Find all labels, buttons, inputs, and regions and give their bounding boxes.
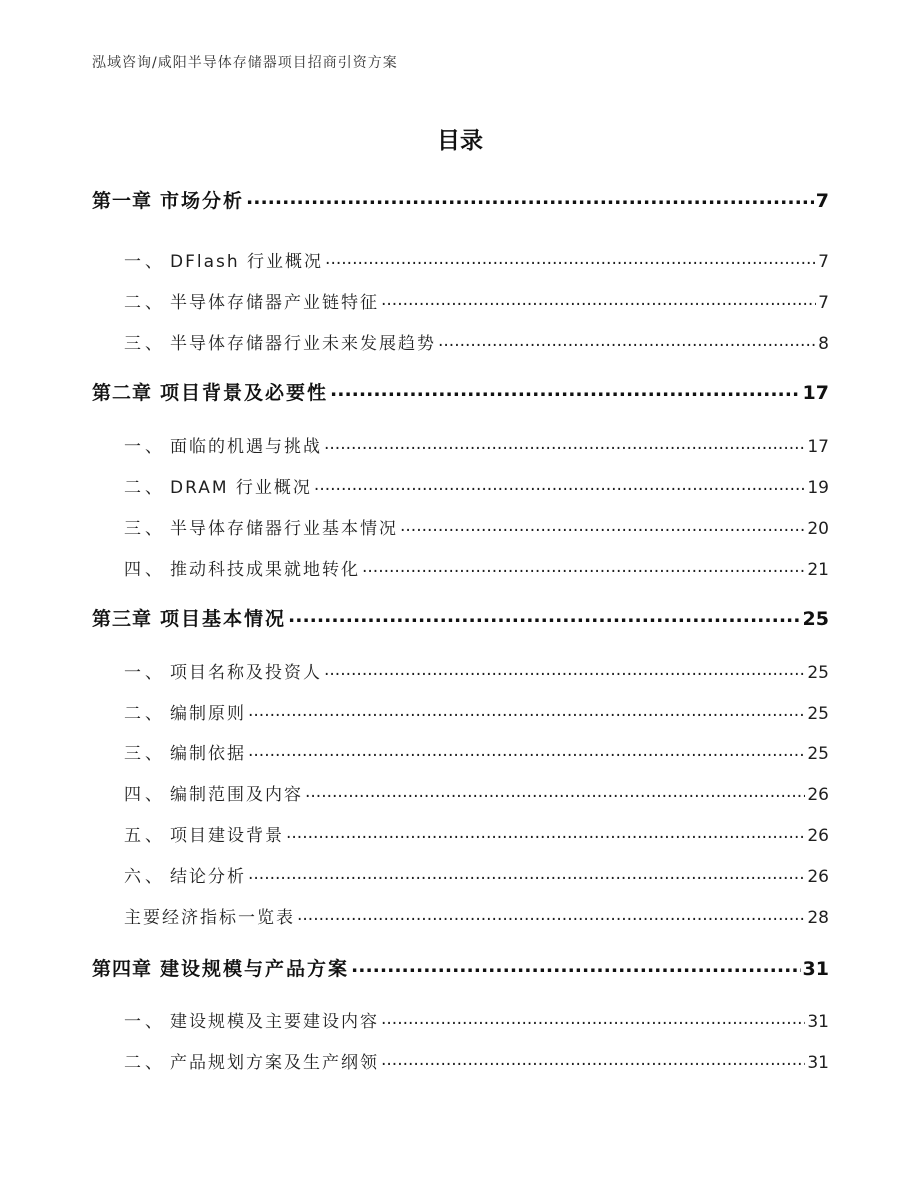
chapter-number: 第二章 — [92, 382, 153, 404]
chapter-number: 第一章 — [92, 190, 153, 212]
dot-leader — [381, 1010, 805, 1027]
section-number: 二、 — [124, 293, 166, 313]
page-number: 26 — [807, 785, 829, 805]
toc-section[interactable] — [92, 514, 829, 539]
toc-section[interactable] — [92, 1007, 829, 1032]
document-header: 泓域咨询/咸阳半导体存储器项目招商引资方案 — [92, 55, 398, 71]
page-number: 17 — [802, 382, 829, 404]
page-number: 20 — [807, 519, 829, 539]
chapter-title: 建设规模与产品方案 — [160, 958, 350, 980]
toc-section[interactable] — [92, 555, 829, 580]
chapter-number: 第四章 — [92, 958, 153, 980]
section-title: 项目建设背景 — [170, 826, 284, 846]
section-number: 四、 — [124, 560, 166, 580]
dot-leader — [362, 558, 805, 575]
section-title: 半导体存储器行业基本情况 — [170, 519, 398, 539]
section-title: 产品规划方案及生产纲领 — [170, 1053, 379, 1073]
dot-leader — [248, 742, 805, 759]
dot-leader — [288, 606, 801, 625]
page-number: 31 — [802, 958, 829, 980]
chapter-title: 项目背景及必要性 — [160, 382, 329, 404]
dot-leader — [248, 865, 805, 882]
section-number: 六、 — [124, 867, 166, 887]
page-number: 26 — [807, 867, 829, 887]
dot-leader — [330, 380, 801, 399]
dot-leader — [438, 332, 816, 349]
page-number: 25 — [807, 744, 829, 764]
section-number: 二、 — [124, 1053, 166, 1073]
page-number: 26 — [807, 826, 829, 846]
chapter-title: 市场分析 — [160, 190, 245, 212]
page-number: 17 — [807, 437, 829, 457]
section-number: 三、 — [124, 744, 166, 764]
dot-leader — [381, 291, 816, 308]
dot-leader — [400, 517, 805, 534]
dot-leader — [286, 824, 805, 841]
section-number: 二、 — [124, 704, 166, 724]
toc-section[interactable] — [92, 247, 829, 272]
section-title: 半导体存储器行业未来发展趋势 — [170, 334, 436, 354]
section-number: 一、 — [124, 1012, 166, 1032]
section-title: 结论分析 — [170, 867, 246, 887]
section-title: 项目名称及投资人 — [170, 663, 322, 683]
chapter-title: 项目基本情况 — [160, 608, 287, 630]
dot-leader — [297, 906, 805, 923]
toc-chapter-3[interactable] — [92, 604, 829, 631]
page-number: 7 — [815, 190, 829, 212]
toc-section[interactable] — [92, 699, 829, 724]
page-number: 8 — [818, 334, 829, 354]
section-title: 建设规模及主要建设内容 — [170, 1012, 379, 1032]
toc-section[interactable] — [92, 288, 829, 313]
page-number: 25 — [807, 663, 829, 683]
section-title: 编制范围及内容 — [170, 785, 303, 805]
section-number: 二、 — [124, 478, 166, 498]
toc-section[interactable] — [92, 739, 829, 764]
dot-leader — [324, 435, 805, 452]
page-number: 21 — [807, 560, 829, 580]
toc-section[interactable] — [92, 1048, 829, 1073]
page-number: 31 — [807, 1053, 829, 1073]
page-number: 31 — [807, 1012, 829, 1032]
toc-title: 目录 — [437, 128, 483, 154]
dot-leader — [305, 783, 805, 800]
page-number: 25 — [802, 608, 829, 630]
section-number: 一、 — [124, 663, 166, 683]
dot-leader — [351, 956, 801, 975]
toc-section[interactable] — [92, 903, 829, 928]
dot-leader — [246, 188, 814, 207]
section-title: DFlash 行业概况 — [170, 252, 324, 272]
chapter-number: 第三章 — [92, 608, 153, 630]
section-number: 五、 — [124, 826, 166, 846]
page-number: 7 — [818, 293, 829, 313]
toc-chapter-2[interactable] — [92, 378, 829, 405]
toc-section[interactable] — [92, 329, 829, 354]
dot-leader — [325, 250, 816, 267]
section-title: 主要经济指标一览表 — [124, 908, 295, 928]
section-number: 一、 — [124, 437, 166, 457]
dot-leader — [248, 702, 805, 719]
section-title: DRAM 行业概况 — [170, 478, 312, 498]
toc-section[interactable] — [92, 432, 829, 457]
dot-leader — [324, 661, 805, 678]
section-number: 三、 — [124, 334, 166, 354]
toc-section[interactable] — [92, 862, 829, 887]
section-title: 半导体存储器产业链特征 — [170, 293, 379, 313]
dot-leader — [314, 476, 805, 493]
section-number: 三、 — [124, 519, 166, 539]
section-title: 编制原则 — [170, 704, 246, 724]
page-number: 25 — [807, 704, 829, 724]
toc-section[interactable] — [92, 658, 829, 683]
toc-chapter-1[interactable] — [92, 186, 829, 213]
page-number: 7 — [818, 252, 829, 272]
page-number: 19 — [807, 478, 829, 498]
section-number: 四、 — [124, 785, 166, 805]
toc-section[interactable] — [92, 780, 829, 805]
section-number: 一、 — [124, 252, 166, 272]
dot-leader — [381, 1051, 805, 1068]
toc-section[interactable] — [92, 473, 829, 498]
section-title: 编制依据 — [170, 744, 246, 764]
toc-chapter-4[interactable] — [92, 954, 829, 981]
section-title: 面临的机遇与挑战 — [170, 437, 322, 457]
section-title: 推动科技成果就地转化 — [170, 560, 360, 580]
page-number: 28 — [807, 908, 829, 928]
toc-section[interactable] — [92, 821, 829, 846]
